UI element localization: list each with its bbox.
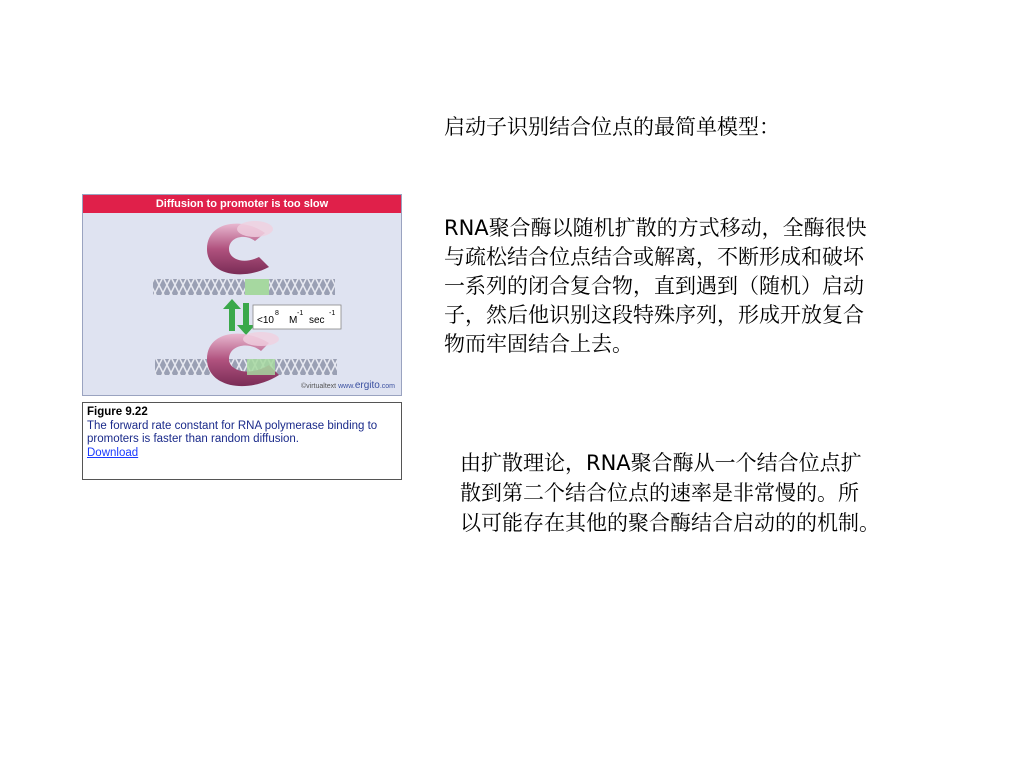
dna-strand-icon [153, 279, 335, 295]
equilibrium-arrows-icon [223, 299, 255, 335]
credit-copyright: ©virtualtext [301, 383, 337, 390]
paragraph-line: 子，然后他识别这段特殊序列，形成开放复合 [444, 303, 864, 327]
paragraph-line: 与疏松结合位点结合或解离，不断形成和破坏 [444, 245, 864, 269]
paragraph-line: RNA聚合酶以随机扩散的方式移动，全酶很快 [444, 216, 867, 240]
paragraph-line: 以可能存在其他的聚合酶结合启动的的机制。 [460, 511, 880, 535]
figure-caption-box [82, 402, 402, 480]
caption-heading: Figure 9.22 [87, 406, 148, 418]
rate-exponent-3: -1 [329, 310, 336, 317]
slide-title: 启动子识别结合位点的最简单模型： [444, 115, 780, 139]
figure-banner: Diffusion to promoter is too slow [83, 195, 401, 213]
caption-text: The forward rate constant for RNA polymerase binding to promoters is faster than random diffusion. [87, 419, 378, 445]
download-link[interactable]: Download [87, 446, 139, 459]
rate-exponent-1: 8 [275, 310, 279, 317]
diffusion-diagram [83, 213, 401, 395]
credit-www: www. [338, 383, 355, 390]
paragraph-line: 由扩散理论，RNA聚合酶从一个结合位点扩 [460, 451, 862, 475]
paragraph-diffusion-theory [460, 448, 980, 538]
rate-unit-2: sec [309, 315, 325, 326]
promoter-region-icon [247, 359, 275, 375]
paragraph-line: 散到第二个结合位点的速率是非常慢的。所 [460, 481, 859, 505]
figure-image [82, 194, 402, 396]
credit-tld: .com [379, 383, 395, 390]
credit-brand: ergito [354, 380, 380, 391]
rate-exponent-2: -1 [297, 310, 304, 317]
rna-polymerase-free-icon [207, 221, 273, 274]
paragraph-line: 物而牢固结合上去。 [444, 332, 633, 356]
rate-prefix: <10 [257, 315, 274, 326]
rate-unit-1: M [289, 315, 298, 326]
figure-credit [301, 380, 395, 391]
paragraph-line: 一系列的闭合复合物，直到遇到（随机）启动 [444, 274, 864, 298]
rate-constant-label [253, 305, 341, 329]
paragraph-diffusion-model [444, 214, 964, 359]
